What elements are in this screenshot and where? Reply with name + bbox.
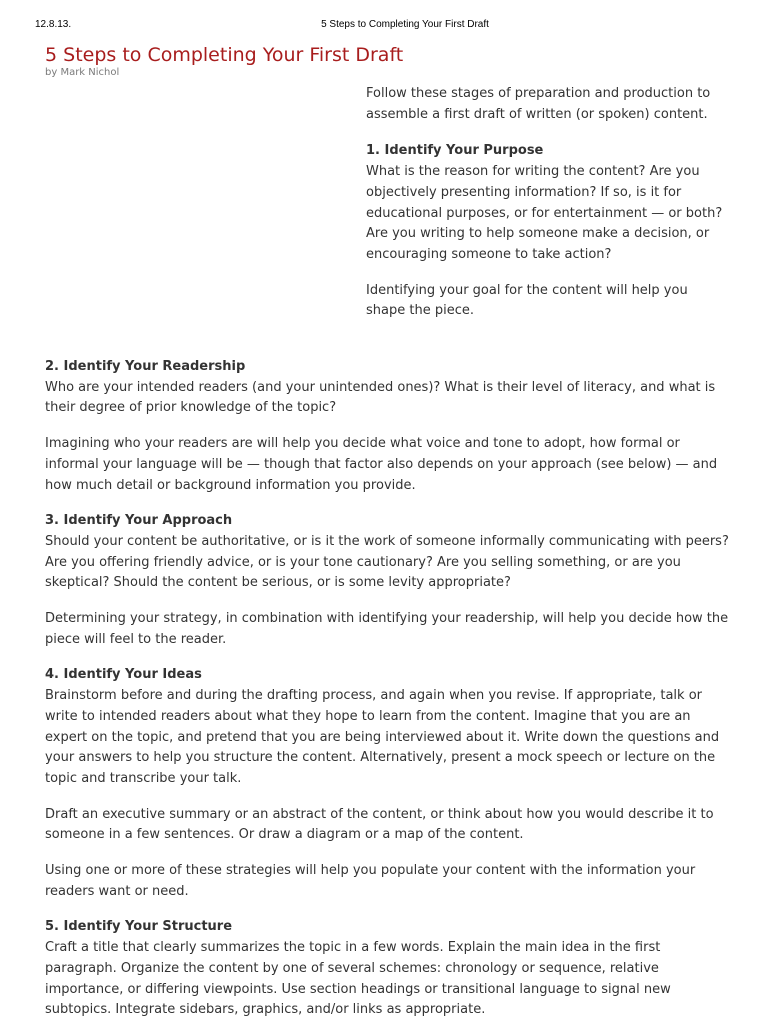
print-date: 12.8.13. — [35, 19, 72, 30]
section-heading: 3. Identify Your Approach — [45, 513, 233, 529]
section-structure — [45, 917, 729, 1021]
print-header — [0, 19, 768, 33]
section-heading: 5. Identify Your Structure — [45, 919, 233, 935]
section-paragraph: Using one or more of these strategies will help you populate your content with the information your readers want or need. — [45, 863, 696, 899]
section-approach — [45, 511, 729, 650]
section-heading: 1. Identify Your Purpose — [366, 143, 544, 159]
section-ideas — [45, 665, 729, 902]
section-paragraph: Imagining who your readers are will help you decide what voice and tone to adopt, how formal or informal your language will be — though that factor also depends on your approach (see below) — and how much detail or background information you provide. — [45, 436, 718, 493]
article-byline: by Mark Nichol — [45, 67, 120, 78]
section-heading: 4. Identify Your Ideas — [45, 667, 202, 683]
section-paragraph: Craft a title that clearly summarizes the topic in a few words. Explain the main idea in the first paragraph. Organize the content by one of several schemes: chronology or sequence, relative importance, or differing viewpoints. Use section headings or transitional language to signal new subtopics. Integrate sidebars, graphics, and/or links as appropriate. — [45, 940, 671, 1018]
section-paragraph: Draft an executive summary or an abstract of the content, or think about how you would describe it to someone in a few sentences. Or draw a diagram or a map of the content. — [45, 806, 714, 843]
section-paragraph: Should your content be authoritative, or is it the work of someone informally communicating with peers? Are you offering friendly advice, or is your tone cautionary? Are you selling something, or are you skeptical? Should the content be serious, or is some levity appropriate? — [45, 533, 729, 591]
section-paragraph: Determining your strategy, in combination with identifying your readership, will help you decide how the piece will feel to the reader. — [45, 611, 729, 647]
intro-paragraph: Follow these stages of preparation and production to assemble a first draft of written (or spoken) content. — [366, 86, 711, 122]
section-heading: 2. Identify Your Readership — [45, 359, 246, 374]
intro-column — [366, 84, 728, 337]
section-paragraph: What is the reason for writing the content? Are you objectively presenting information? If so, is it for educational purposes, or for entertainment — or both? Are you writing to help someone make a decision, or encouraging someone to take action? — [366, 164, 723, 262]
article-title: 5 Steps to Completing Your First Draft — [45, 44, 404, 66]
section-readership — [45, 357, 729, 496]
print-page-title: 5 Steps to Completing Your First Draft — [321, 19, 489, 30]
section-purpose — [366, 141, 728, 322]
section-paragraph: Identifying your goal for the content will help you shape the piece. — [366, 282, 688, 319]
main-column — [45, 357, 729, 1036]
section-paragraph: Who are your intended readers (and your unintended ones)? What is their level of literacy, and what is their degree of prior knowledge of the topic? — [45, 379, 716, 416]
section-paragraph: Brainstorm before and during the drafting process, and again when you revise. If appropriate, talk or write to intended readers about what they hope to learn from the content. Imagine that you are an expert on the topic, and pretend that you are being interviewed about it. Write down the questions and your answers to help you structure the content. Alternatively, present a mock speech or lecture on the topic and transcribe your talk. — [45, 688, 720, 786]
